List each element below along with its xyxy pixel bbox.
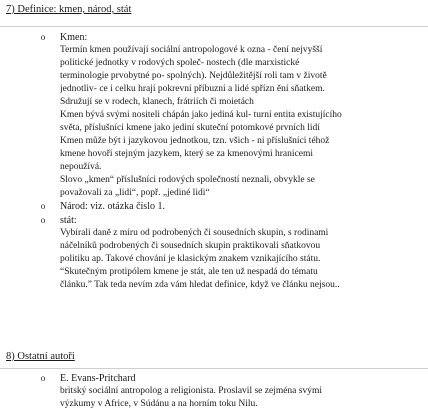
section-divider (0, 26, 428, 27)
text-line: výzkumy v Africe, v Súdánu a na horním toku Nilu. (60, 399, 258, 409)
text-line: britský sociální antropolog a religionista. Proslavil se zejména svými (60, 386, 322, 396)
bullet-icon: o (40, 215, 46, 225)
text-line: Slovo „kmen“ příslušníci rodových společností neznali, obvykle se (60, 175, 315, 185)
text-line: náčelníků podrobených či sousedních skupin praktikovali sňatkovou (60, 241, 321, 251)
text-line: článku.” Tak teda nevím zda vám hledat definice, když ve článku nejsou.. (60, 280, 340, 290)
text-line: kmene hovoří stejným jazykem, který se za kmenovými hranicemi (60, 149, 313, 159)
text-line: terminologie prvobytné po- spolných). Nejdůležitější roli tam v životě (60, 71, 327, 81)
text-line: politické jednotky v rodových společ- nostech (dle marxistické (60, 58, 300, 68)
text-line: jednotliv- ce i celku hrají pokrevní příbuzní a lidé spřízn ění sňatkem. (60, 84, 325, 94)
bullet-icon: o (40, 32, 46, 42)
text-line: světa, příslušníci kmene jako jediní skuteční potomkové prvních lidí (60, 123, 320, 133)
text-line: Kmen bývá svými nositeli chápán jako jediná kul- turní entita existujícího (60, 110, 342, 120)
bullet-icon: o (40, 373, 46, 383)
text-line: “Skutečným protipólem kmene je stát, ale ten už nespadá do tématu (60, 267, 318, 277)
paragraph-evans-pritchard (60, 385, 422, 411)
text-line: Kmen může být i jazykovou jednotkou, tzn. všich - ni příslušníci téhož (60, 136, 330, 146)
text-line: nepoužívá. (60, 162, 102, 172)
item-title-stat: stát: (60, 215, 77, 226)
section-divider (0, 368, 428, 369)
text-line: politiku ap. Takové chování je klasickým znakem vznikajícího státu. (60, 254, 321, 264)
text-line: Termín kmen používají sociální antropologové k ozna - čení nejvyšší (60, 45, 323, 55)
section-heading-definice: 7) Definice: kmen, národ, stát (6, 4, 132, 15)
paragraph-stat (60, 227, 422, 292)
bullet-icon: o (40, 201, 46, 211)
paragraph-kmen (60, 44, 422, 200)
text-line: považovali za „lidi“, popř. „jediné lidi“ (60, 188, 210, 198)
section-heading-ostatni-autori: 8) Ostatní autoři (6, 351, 75, 362)
item-title-kmen: Kmen: (60, 32, 88, 43)
text-line: Sdružují se v rodech, klanech, frátriích či moietách (60, 97, 254, 107)
item-title-evans-pritchard: E. Evans-Pritchard (60, 373, 136, 384)
text-line: Vybírali daně z míru od podrobených či sousedních skupin, s rodinami (60, 228, 329, 238)
item-title-narod: Národ: viz. otázka číslo 1. (60, 201, 165, 212)
